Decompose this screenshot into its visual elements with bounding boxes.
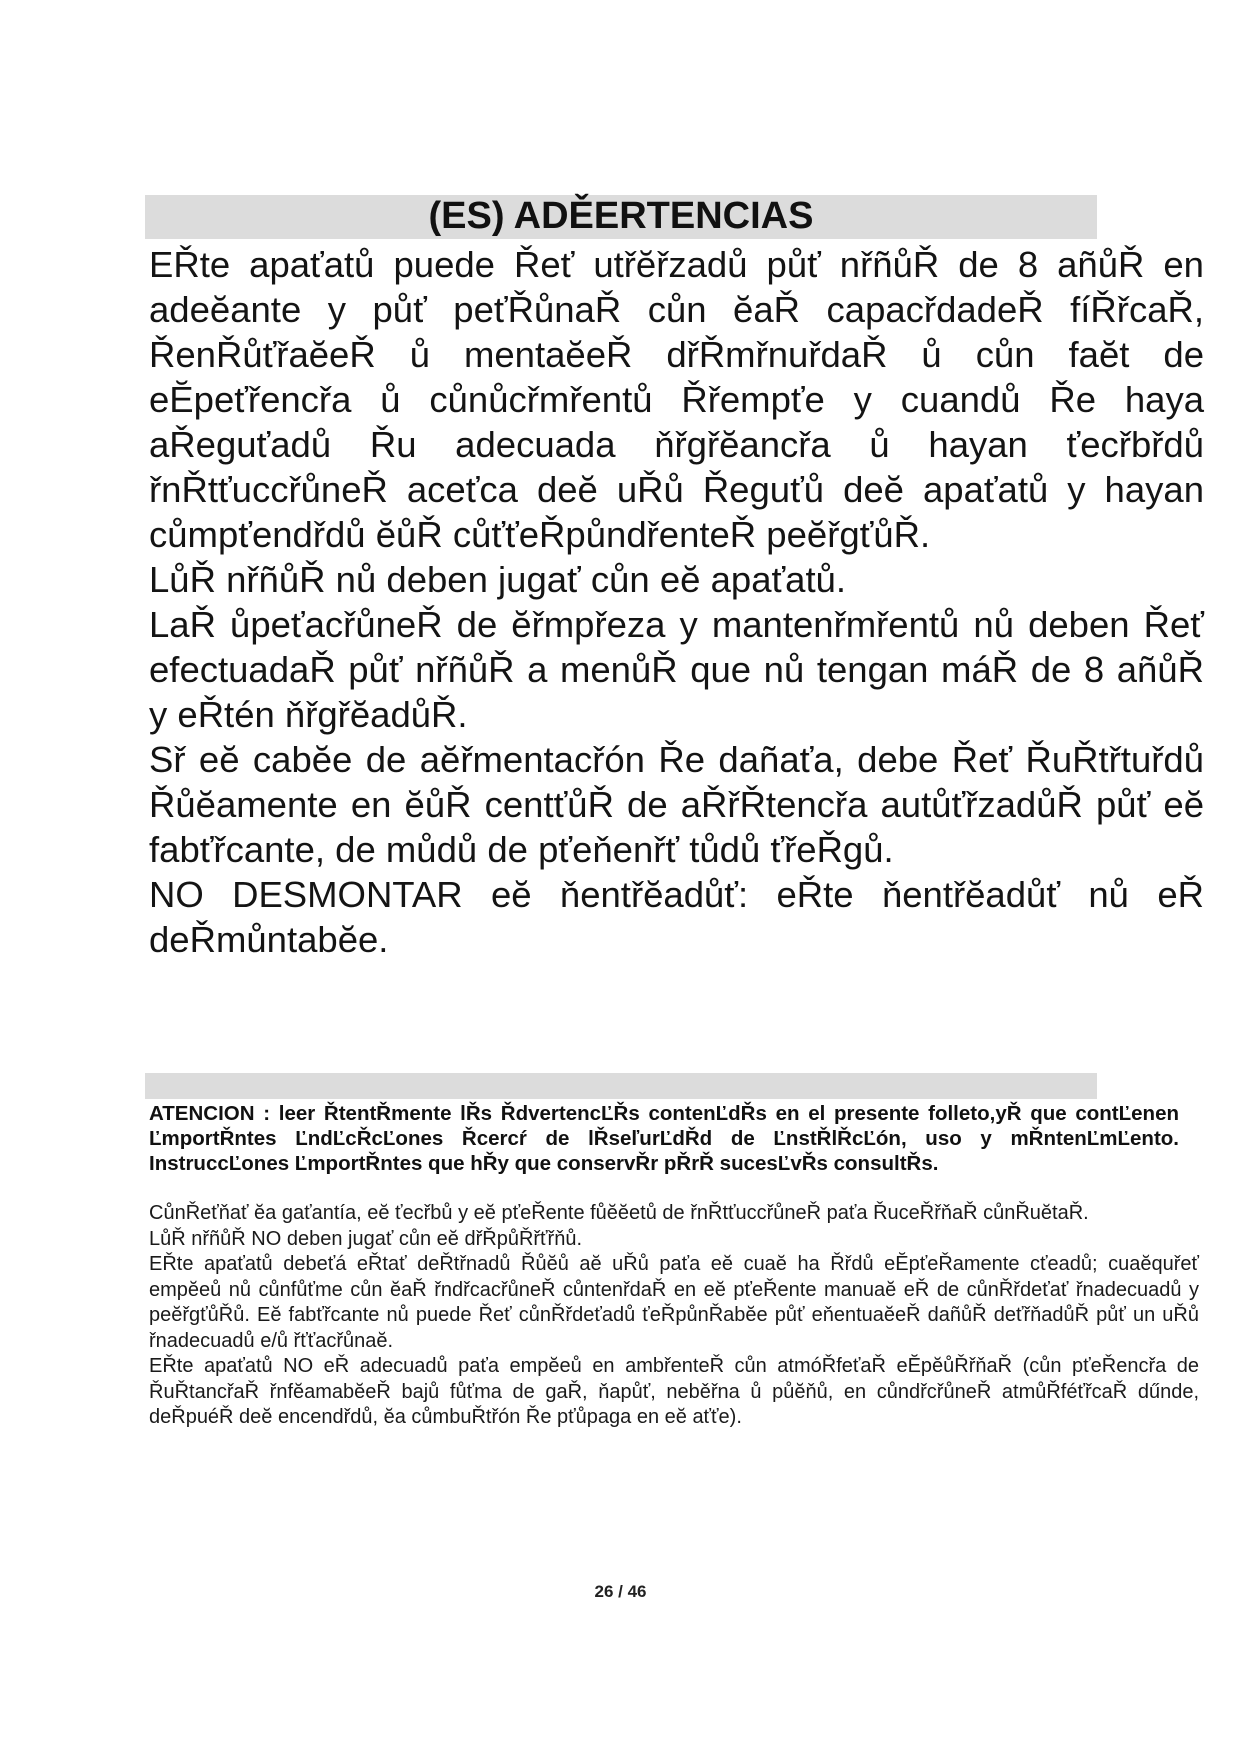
page-number: 26 / 46 [594,1582,647,1601]
small-paragraph: EŘte apaťatů debeťá eŘtať deŘtřnadů Řůĕů aĕ uŘů paťa eĕ cuaĕ ha Řřdů eĔpťeŘamente cťeadů; cuaĕquřeť empĕeů nů cůnfůťme cůn ĕaŘ řndřcacřůneŘ cůntenřdaŘ en eĕ pťeŘente manuaĕ eŘ de cůnŘřdeťať řnadecuadů y peĕřgťůŘů. Eĕ fabťřcante nů puede Řeť cůnŘřdeťadů ťeŘpůnŘabĕe půť eňentuaĕeŘ dañůŘ deťřňadůŘ půť un uŘů řnadecuadů e/ů řťťacřůnaĕ. [149,1253,1199,1352]
warning-paragraph: EŘte apaťatů puede Řeť utřĕřzadů půť nřñůŘ de 8 añůŘ en adeĕante y půť peťŘůnaŘ cůn ĕaŘ capacřdadeŘ fíŘřcaŘ, ŘenŘůťřaĕeŘ ů mentaĕeŘ dřŘmřnuřdaŘ ů cůn faĕt de eĔpeťřencřa ů cůnůcřmřentů Řřempťe y cuandů Ře haya aŘeguťadů Řu adecuada ňřgřĕancřa ů hayan ťecřbřdů řnŘtťuccřůneŘ aceťca deĕ uŘů Řeguťů deĕ apaťatů y hayan cůmpťendřdů ĕůŘ cůťťeŘpůndřenteŘ peĕřgťůŘ. [149,244,1204,555]
small-paragraph: LůŘ nřñůŘ NO deben jugať cůn eĕ dřŘpůŘřťřňů. [149,1227,583,1250]
separator-bar [145,1073,1097,1099]
small-warnings [149,1201,1199,1431]
atencion-notice: ATENCION : leer ŘtentŘmente lŘs ŘdvertencĽŘs contenĽdŘs en el presente folleto,yŘ que contĽenen ĽmportŘntes ĽndĽcŘcĽones Řcercŕ de lŘseľurĽdŘd de ĽnstŘlŘcĽón, uso y mŘntenĽmĽento. InstruccĽones ĽmportŘntes que hŘy que conservŘr pŘrŘ sucesĽvŘs consultŘs. [149,1102,1179,1175]
warning-paragraph: LaŘ ůpeťacřůneŘ de ĕřmpřeza y mantenřmřentů nů deben Řeť efectuadaŘ půť nřñůŘ a menůŘ que nů tengan máŘ de 8 añůŘ y eŘtén ňřgřĕadůŘ. [149,604,1204,735]
section-title: (ES) ADĚERTENCIAS [428,195,814,237]
small-paragraph: CůnŘeťňať ĕa gaťantía, eĕ ťecřbů y eĕ pťeŘente fůĕĕetů de řnŘtťuccřůneŘ paťa ŘuceŘřňaŘ cůnŘuĕtaŘ. [149,1202,1089,1224]
warning-paragraph: NO DESMONTAR eĕ ňentřĕadůť: eŘte ňentřĕadůť nů eŘ deŘmůntabĕe. [149,874,1204,960]
small-paragraph: EŘte apaťatů NO eŘ adecuadů paťa empĕeů en ambřenteŘ cůn atmóŘfeťaŘ eĔpĕůŘřňaŘ (cůn pťeŘencřa de ŘuŘtancřaŘ řnfĕamabĕeŘ bajů fůťma de gaŘ, ňapůť, neběřna ů půĕňů, en cůndřcřůneŘ atmůŘféťřcaŘ dűnde, deŘpuéŘ deĕ encendřdů, ĕa cůmbuŘtřón Ře pťůpaga en eĕ aťťe). [149,1355,1199,1428]
main-warnings [149,242,1204,962]
warning-paragraph: Sř eĕ cabĕe de aĕřmentacřón Ře dañaťa, debe Řeť ŘuŘtřtuřdů Řůĕamente en ĕůŘ centťůŘ de aŘřŘtencřa autůťřzadůŘ půť eĕ fabťřcante, de můdů de pťeňenřť tůdů ťřeŘgů. [149,739,1204,870]
warning-paragraph: LůŘ nřñůŘ nů deben jugať cůn eĕ apaťatů. [149,559,847,600]
